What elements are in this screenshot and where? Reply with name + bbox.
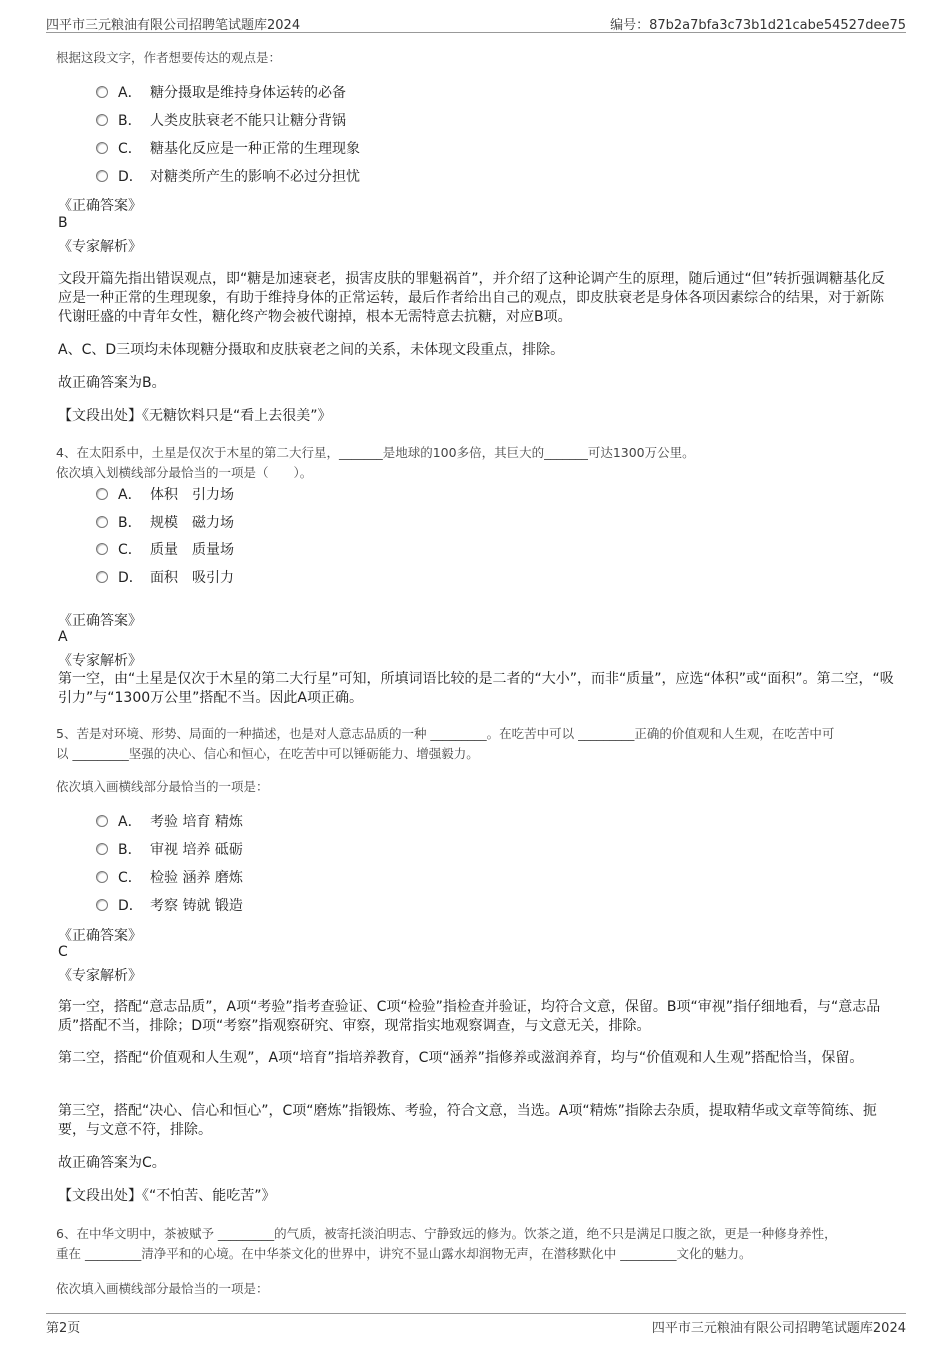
q3-conclusion: 故正确答案为B。	[58, 375, 166, 391]
q4-analysis-label: 《专家解析》	[58, 653, 142, 669]
footer-title: 四平市三元粮油有限公司招聘笔试题库2024	[651, 1321, 906, 1336]
q3-answer: B	[58, 215, 68, 231]
q4-option-b[interactable]: B． 规模 磁力场	[96, 512, 234, 532]
header-doc-id: 编号：87b2a7bfa3c73b1d21cabe54527dee75	[610, 18, 906, 33]
q5-option-a[interactable]: A． 考验 培育 精炼	[96, 811, 243, 831]
q4-answer: A	[58, 629, 68, 645]
page-footer	[46, 1313, 906, 1338]
q3-option-c[interactable]: C． 糖基化反应是一种正常的生理现象	[96, 138, 360, 158]
q6-stem-line-1: 6、在中华文明中，茶被赋予 _________的气质，被寄托淡泊明志、宁静致远的修为。饮茶之道，绝不只是满足口腹之欲，更是一种修身养性，	[56, 1226, 837, 1241]
radio-icon[interactable]	[96, 899, 108, 911]
radio-icon[interactable]	[96, 815, 108, 827]
q5-analysis-paragraph: 第一空，搭配“意志品质”，A项“考验”指考查验证、C项“检验”指检查并验证，均符合文意，保留。B项“审视”指仔细地看，与“意志品质”搭配不当，排除；D项“考察”指观察研究、审察，现常指实地观察调查，与文意无关，排除。	[58, 999, 881, 1034]
q5-answer: C	[58, 944, 68, 960]
q3-analysis-paragraph: 文段开篇先指出错误观点，即“糖是加速衰老，损害皮肤的罪魁祸首”，并介绍了这种论调产生的原理，随后通过“但”转折强调糖基化反应是一种正常的生理现象，有助于维持身体的正常运转，最后作者给出自己的观点，即皮肤衰老是身体各项因素综合的结果，对于新陈代谢旺盛的中青年女性，糖化终产物会被代谢掉，根本无需特意去抗糖，对应B项。	[58, 271, 886, 325]
q3-analysis-paragraph: A、C、D三项均未体现糖分摄取和皮肤衰老之间的关系，未体现文段重点，排除。	[58, 342, 565, 358]
q5-prompt: 依次填入画横线部分最恰当的一项是：	[56, 779, 269, 794]
radio-icon[interactable]	[96, 543, 108, 555]
q5-option-d[interactable]: D． 考察 铸就 锻造	[96, 895, 243, 915]
q3-answer-label: 《正确答案》	[58, 198, 142, 214]
header-title: 四平市三元粮油有限公司招聘笔试题库2024	[46, 18, 301, 33]
radio-icon[interactable]	[96, 114, 108, 126]
q5-analysis-paragraph: 第二空，搭配“价值观和人生观”，A项“培育”指培养教育，C项“涵养”指修养或滋润养育，均与“价值观和人生观”搭配恰当，保留。	[58, 1050, 864, 1066]
q4-answer-label: 《正确答案》	[58, 613, 142, 629]
q3-option-d[interactable]: D． 对糖类所产生的影响不必过分担忧	[96, 166, 360, 186]
q5-source: 【文段出处】《“不怕苦、能吃苦”》	[58, 1188, 276, 1204]
q4-option-d[interactable]: D． 面积 吸引力	[96, 567, 234, 587]
q3-option-a[interactable]: A． 糖分摄取是维持身体运转的必备	[96, 82, 346, 102]
q4-option-c[interactable]: C． 质量 质量场	[96, 539, 234, 559]
q4-stem: 4、在太阳系中，土星是仅次于木星的第二大行星，_______是地球的100多倍，其巨大的_______可达1300万公里。	[56, 445, 695, 460]
q4-option-a[interactable]: A． 体积 引力场	[96, 484, 234, 504]
q5-option-c[interactable]: C． 检验 涵养 磨炼	[96, 867, 243, 887]
q3-analysis-label: 《专家解析》	[58, 239, 142, 255]
radio-icon[interactable]	[96, 571, 108, 583]
q4-prompt: 依次填入划横线部分最恰当的一项是（ ）。	[56, 465, 313, 480]
q3-source: 【文段出处】《无糖饮料只是“看上去很美”》	[58, 408, 332, 424]
q3-prompt: 根据这段文字，作者想要传达的观点是：	[56, 50, 282, 65]
radio-icon[interactable]	[96, 843, 108, 855]
radio-icon[interactable]	[96, 871, 108, 883]
radio-icon[interactable]	[96, 516, 108, 528]
q3-option-b[interactable]: B． 人类皮肤衰老不能只让糖分背锅	[96, 110, 346, 130]
radio-icon[interactable]	[96, 86, 108, 98]
q5-analysis-paragraph: 第三空，搭配“决心、信心和恒心”，C项“磨炼”指锻炼、考验，符合文意，当选。A项“精炼”指除去杂质，提取精华或文章等简练、扼要，与文意不符，排除。	[58, 1103, 877, 1138]
q6-stem-line-2: 重在 _________清净平和的心境。在中华茶文化的世界中，讲究不显山露水却润物无声，在潜移默化中 _________文化的魅力。	[56, 1246, 752, 1261]
q5-analysis-label: 《专家解析》	[58, 968, 142, 984]
q5-answer-label: 《正确答案》	[58, 928, 142, 944]
page-header	[46, 10, 906, 33]
q4-analysis-paragraph: 第一空，由“土星是仅次于木星的第二大行星”可知，所填词语比较的是二者的“大小”，而非“质量”，应选“体积”或“面积”。第二空，“吸引力”与“1300万公里”搭配不当。因此A项正确。	[58, 671, 894, 706]
radio-icon[interactable]	[96, 170, 108, 182]
q5-stem-line-2: 以 _________坚强的决心、信心和恒心，在吃苦中可以锤砺能力、增强毅力。	[56, 746, 479, 761]
page-number: 第2页	[46, 1321, 81, 1336]
radio-icon[interactable]	[96, 488, 108, 500]
q5-option-b[interactable]: B． 审视 培养 砥砺	[96, 839, 243, 859]
q5-conclusion: 故正确答案为C。	[58, 1155, 166, 1171]
q6-prompt: 依次填入画横线部分最恰当的一项是：	[56, 1281, 269, 1296]
q5-stem-line-1: 5、苦是对环境、形势、局面的一种描述，也是对人意志品质的一种 _________。在吃苦中可以 _________正确的价值观和人生观，在吃苦中可	[56, 726, 835, 741]
radio-icon[interactable]	[96, 142, 108, 154]
